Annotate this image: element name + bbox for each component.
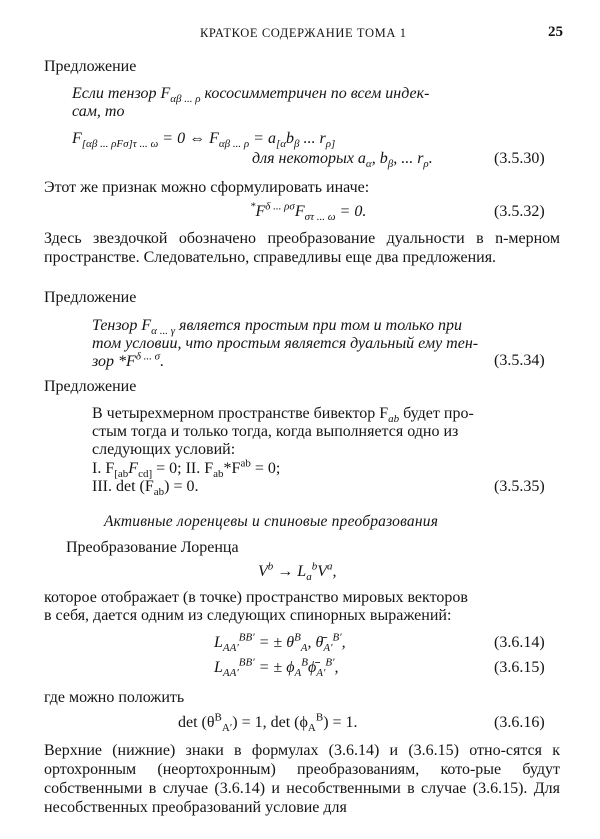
eq-part: , θ̄ (307, 634, 324, 651)
prop-sub: ab (388, 413, 400, 426)
eq-sub: β (294, 138, 300, 151)
proposition-label-1: Предложение (44, 58, 137, 75)
eq-part: = ± ϕ (254, 659, 295, 676)
eq-sub: A (307, 722, 316, 735)
prop-text: Тензор F (92, 317, 152, 334)
equation-number: (3.5.34) (494, 352, 545, 369)
eq-part: = 0 ⇔ F (158, 130, 219, 147)
eq-sub: [ab (114, 468, 129, 481)
eq-part: F (128, 460, 139, 477)
eq-part: ϕ̄ (307, 659, 317, 676)
eq-part: = 0; (250, 460, 281, 477)
section-title: Активные лоренцевы и спиновые преобразования (104, 513, 439, 530)
lorentz-equation (258, 560, 337, 584)
prop-text: В четырехмерном пространстве бивектор F (92, 405, 389, 422)
body-text: где можно положить (44, 689, 185, 706)
eq-part: = ± θ (254, 634, 295, 651)
equation-3-6-14 (214, 631, 346, 655)
proposition-2-line-3 (92, 352, 164, 371)
eq-part: . (428, 150, 433, 167)
equation-3-5-30 (72, 130, 336, 151)
eq-sub: ab (153, 486, 165, 499)
eq-sup: δ ... ρσ (265, 200, 295, 213)
eq-part: = a (249, 130, 276, 147)
prop1-text-b: кососимметричен по всем индек- (200, 85, 430, 102)
equation-number: (3.5.32) (494, 203, 545, 220)
condition-III (92, 478, 199, 499)
eq-part: → L (273, 563, 307, 580)
eq-sup: B (315, 711, 324, 724)
eq-part: ) = 1. (323, 714, 358, 731)
eq-sup: B (301, 656, 308, 669)
eq-sub: A (300, 642, 308, 655)
equation-3-5-30-condition (252, 150, 433, 171)
eq-sub: ab (213, 468, 224, 481)
proposition-1-line-1 (72, 84, 430, 106)
equation-number: (3.6.15) (494, 659, 545, 676)
proposition-label-2: Предложение (44, 289, 137, 306)
eq-part: *F (223, 460, 241, 477)
eq-part: I. F (92, 460, 115, 477)
eq-sub: ρ] (325, 138, 336, 151)
proposition-3-line-3: следующих условий: (92, 441, 236, 458)
eq-sub: AA′ (222, 642, 239, 655)
eq-part: , ... r (393, 150, 424, 167)
eq-part: = 0; II. F (152, 460, 214, 477)
eq-part: = 0. (335, 203, 367, 220)
eq-sup: b (267, 560, 274, 573)
equation-3-6-16 (178, 711, 358, 735)
eq-sub: α (365, 158, 372, 171)
eq-part: ) = 1, det (ϕ (232, 714, 308, 731)
eq-sub: στ ... ω (304, 211, 336, 224)
eq-sub: a (306, 571, 312, 584)
equation-3-5-32 (250, 200, 367, 224)
eq-sup: BB′ (238, 656, 255, 669)
eq-part: , (341, 634, 346, 651)
eq-sup: BB′ (238, 631, 255, 644)
body-text: которое отображает (в точке) пространство мировых векторов (44, 589, 468, 606)
prop-text: будет про- (399, 405, 474, 422)
equation-number: (3.5.35) (494, 478, 545, 495)
running-header: КРАТКОЕ СОДЕРЖАНИЕ ТОМА 1 (200, 26, 407, 40)
eq-sub: [αβ ... ρF (81, 138, 124, 151)
eq-part: b (286, 130, 294, 147)
conditions-I-II (92, 457, 281, 481)
body-text: Этот же признак можно сформулировать иначе: (44, 179, 370, 196)
eq-sup: b (311, 560, 318, 573)
body-paragraph: Верхние (нижние) знаки в формулах (3.6.14) и (3.6.15) отно-сятся к ортохронным (неортохронным) преобразованиям, кото-рые будут собственными в случае (3.6.14) и несобственными в случае (3.6.15). Для несобственных преобразований условие для (44, 742, 560, 816)
body-text: в себя, дается одним из следующих спинорных выражений: (44, 607, 452, 624)
prop-text: является простым при том и только при (175, 317, 462, 334)
eq-sub: A′ (221, 722, 233, 735)
eq-sub: A′ (316, 667, 326, 680)
proposition-2-line-2: том условии, что простым является дуальный ему тен- (92, 335, 479, 352)
eq-sub: αβ ... ρ (218, 138, 250, 151)
eq-sub: cd] (138, 468, 153, 481)
eq-sup: B′ (332, 631, 342, 644)
eq-sub: A′ (323, 642, 333, 655)
proposition-3-line-1 (92, 404, 474, 426)
eq-part: F (294, 203, 305, 220)
eq-sub: ρ (423, 158, 429, 171)
eq-sub: β (387, 158, 394, 171)
prop-sup: δ ... σ (135, 350, 161, 363)
eq-part: , b (371, 150, 388, 167)
eq-part: ... r (299, 130, 326, 147)
eq-part: L (214, 634, 223, 651)
prop-text: зор *F (92, 353, 136, 370)
eq-part: ) = 0. (164, 478, 199, 495)
eq-part: L (214, 659, 223, 676)
eq-part: III. det (F (92, 478, 154, 495)
eq-sub: [α (275, 138, 286, 151)
prop-sub: α ... γ (151, 325, 176, 338)
proposition-1-line-2: сам, то (72, 103, 125, 120)
eq-part: F (255, 203, 266, 220)
eq-sup: a (326, 560, 333, 573)
eq-part: для некоторых a (252, 150, 366, 167)
equation-3-6-15 (214, 656, 339, 680)
equation-number: (3.6.14) (494, 634, 545, 651)
proposition-3-line-2: стым тогда и только тогда, когда выполняется одно из (92, 423, 459, 440)
eq-part: , (332, 563, 337, 580)
proposition-2-line-1 (92, 316, 462, 338)
proposition-label-3: Предложение (44, 378, 137, 395)
eq-sub: AA′ (222, 667, 239, 680)
eq-sup: B′ (325, 656, 335, 669)
equation-number: (3.5.30) (494, 150, 545, 167)
eq-sup: ab (240, 457, 251, 470)
eq-part: V (258, 563, 268, 580)
prop1-text-a: Если тензор F (72, 85, 171, 102)
equation-number: (3.6.16) (494, 714, 545, 731)
body-paragraph: Здесь звездочкой обозначено преобразование дуальности в n-мерном пространстве. Следовательно, справедливы еще два предложения. (44, 230, 560, 266)
eq-sup: B (214, 711, 222, 724)
eq-sub: A (294, 667, 302, 680)
eq-sup: B (294, 631, 301, 644)
eq-sup: * (250, 200, 256, 213)
eq-part: det (θ (178, 714, 215, 731)
eq-part: V (317, 563, 327, 580)
eq-sub: τ ... ω (132, 138, 159, 151)
eq-part: , (334, 659, 339, 676)
eq-sub: σ] (123, 138, 133, 151)
body-text: Преобразование Лоренца (66, 539, 239, 556)
eq-part: F (72, 130, 82, 147)
prop1-sub: αβ ... ρ (170, 93, 201, 106)
prop-text: . (160, 353, 165, 370)
page-number: 25 (548, 24, 563, 40)
